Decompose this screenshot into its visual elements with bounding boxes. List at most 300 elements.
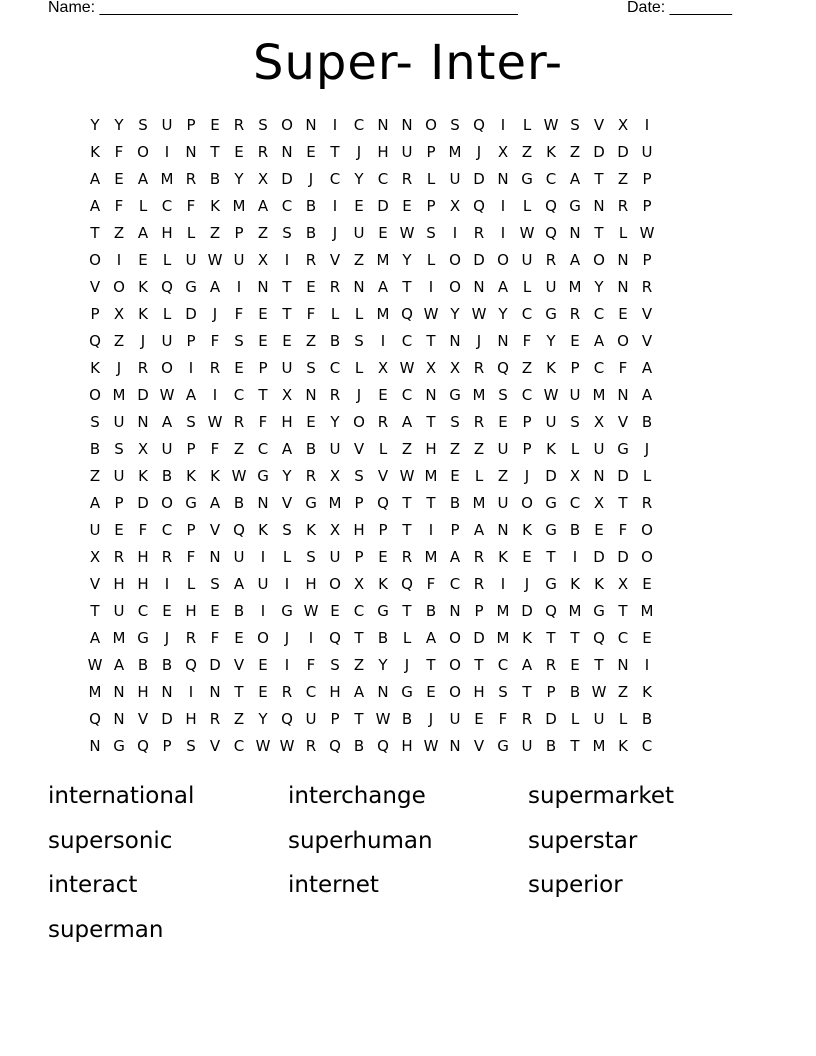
grid-cell: E (354, 197, 364, 215)
grid-cell: Q (89, 710, 101, 728)
grid-cell: T (426, 332, 436, 350)
grid-cell: B (401, 710, 413, 728)
grid-row (83, 193, 743, 220)
grid-cell: S (330, 656, 340, 674)
grid-cell: E (138, 251, 148, 269)
grid-cell: S (354, 467, 364, 485)
grid-cell: D (521, 602, 533, 620)
grid-cell: A (137, 224, 149, 242)
grid-cell: E (426, 683, 436, 701)
grid-cell: Y (402, 251, 412, 269)
grid-cell: O (161, 359, 173, 377)
grid-cell: C (593, 359, 605, 377)
grid-cell: D (137, 494, 149, 512)
grid-cell: P (642, 170, 652, 188)
grid-cell: G (185, 278, 197, 296)
grid-cell: P (546, 683, 556, 701)
grid-cell: J (332, 224, 338, 242)
grid-cell: O (641, 521, 653, 539)
grid-cell: J (524, 467, 530, 485)
grid-cell: A (185, 386, 197, 404)
grid-cell: Q (281, 710, 293, 728)
date-field: Date: _______ (627, 0, 732, 16)
grid-cell: L (354, 305, 364, 323)
grid-cell: P (378, 521, 388, 539)
grid-cell: F (114, 197, 124, 215)
grid-cell: L (162, 251, 172, 269)
grid-cell: F (186, 548, 196, 566)
grid-cell: T (402, 602, 412, 620)
grid-cell: U (497, 494, 509, 512)
grid-cell: B (569, 521, 581, 539)
grid-cell: K (258, 521, 268, 539)
grid-cell: F (498, 710, 508, 728)
grid-cell: I (500, 575, 506, 593)
grid-cell: T (594, 170, 604, 188)
grid-cell: G (545, 305, 557, 323)
grid-row (83, 571, 743, 598)
grid-cell: R (257, 143, 269, 161)
grid-cell: T (234, 683, 244, 701)
grid-cell: A (425, 629, 437, 647)
grid-cell: A (641, 359, 653, 377)
grid-cell: I (260, 548, 266, 566)
grid-cell: P (354, 548, 364, 566)
grid-cell: W (471, 305, 487, 323)
grid-cell: K (378, 575, 388, 593)
grid-cell: Q (377, 494, 389, 512)
grid-cell: T (570, 629, 580, 647)
grid-cell: V (617, 413, 629, 431)
grid-cell: E (570, 332, 580, 350)
grid-cell: B (305, 224, 317, 242)
grid-cell: D (185, 305, 197, 323)
grid-cell: Q (185, 656, 197, 674)
grid-cell: A (257, 197, 269, 215)
grid-cell: N (377, 683, 389, 701)
grid-cell: X (449, 197, 461, 215)
grid-row (83, 301, 743, 328)
grid-cell: U (545, 278, 557, 296)
grid-cell: G (545, 575, 557, 593)
grid-cell: N (209, 683, 221, 701)
grid-cell: T (618, 494, 628, 512)
grid-cell: H (113, 575, 125, 593)
grid-cell: G (545, 494, 557, 512)
grid-cell: K (138, 467, 148, 485)
grid-cell: A (401, 413, 413, 431)
grid-cell: L (282, 548, 292, 566)
grid-cell: E (210, 116, 220, 134)
grid-cell: A (113, 656, 125, 674)
grid-cell: I (332, 116, 338, 134)
grid-cell: H (161, 224, 173, 242)
grid-cell: V (281, 494, 293, 512)
grid-cell: E (258, 305, 268, 323)
grid-cell: Y (90, 116, 100, 134)
grid-cell: R (545, 656, 557, 674)
grid-cell: K (210, 197, 220, 215)
grid-cell: J (524, 575, 530, 593)
grid-cell: A (209, 494, 221, 512)
grid-cell: W (519, 224, 535, 242)
grid-cell: E (570, 656, 580, 674)
grid-cell: B (641, 413, 653, 431)
grid-cell: F (210, 440, 220, 458)
grid-cell: Z (521, 359, 533, 377)
grid-cell: A (89, 170, 101, 188)
word-row (48, 914, 768, 959)
grid-cell: R (233, 413, 245, 431)
grid-cell: S (498, 386, 508, 404)
grid-cell: M (376, 251, 390, 269)
grid-cell: L (186, 575, 196, 593)
grid-cell: Z (233, 710, 245, 728)
grid-cell: K (186, 467, 196, 485)
grid-cell: I (164, 575, 170, 593)
grid-row (83, 382, 743, 409)
grid-cell: E (378, 224, 388, 242)
grid-cell: R (185, 170, 197, 188)
word-list-item: international (48, 783, 195, 809)
grid-cell: S (138, 116, 148, 134)
grid-cell: H (185, 602, 197, 620)
grid-row (83, 625, 743, 652)
grid-cell: C (257, 440, 269, 458)
grid-cell: T (258, 386, 268, 404)
grid-cell: N (281, 143, 293, 161)
grid-cell: X (593, 494, 605, 512)
grid-cell: M (568, 278, 582, 296)
grid-cell: X (425, 359, 437, 377)
grid-cell: R (305, 737, 317, 755)
grid-cell: N (617, 386, 629, 404)
grid-cell: L (426, 251, 436, 269)
grid-cell: N (377, 116, 389, 134)
grid-cell: U (281, 359, 293, 377)
grid-cell: B (449, 494, 461, 512)
grid-cell: O (281, 116, 293, 134)
grid-cell: A (593, 332, 605, 350)
grid-cell: T (426, 413, 436, 431)
grid-cell: U (521, 737, 533, 755)
grid-cell: R (473, 575, 485, 593)
grid-cell: G (617, 440, 629, 458)
grid-cell: N (401, 116, 413, 134)
grid-cell: H (137, 683, 149, 701)
grid-cell: B (353, 737, 365, 755)
grid-cell: R (233, 116, 245, 134)
grid-cell: C (497, 656, 509, 674)
grid-cell: K (522, 521, 532, 539)
grid-cell: E (378, 548, 388, 566)
grid-cell: O (449, 683, 461, 701)
grid-cell: R (473, 359, 485, 377)
grid-row (83, 544, 743, 571)
grid-row (83, 490, 743, 517)
word-row (48, 825, 768, 870)
grid-cell: T (354, 710, 364, 728)
grid-cell: N (593, 467, 605, 485)
grid-cell: D (545, 710, 557, 728)
grid-cell: A (569, 251, 581, 269)
grid-row (83, 220, 743, 247)
grid-cell: J (404, 656, 410, 674)
grid-cell: R (113, 548, 125, 566)
grid-cell: J (116, 359, 122, 377)
grid-cell: B (305, 197, 317, 215)
grid-cell: Z (353, 251, 365, 269)
grid-cell: I (116, 251, 122, 269)
grid-cell: B (545, 737, 557, 755)
grid-cell: D (161, 710, 173, 728)
name-field: Name: _______________________________________________ (48, 0, 518, 16)
grid-cell: U (305, 710, 317, 728)
word-list-item: interact (48, 872, 138, 898)
grid-cell: U (89, 521, 101, 539)
grid-cell: Q (545, 602, 557, 620)
grid-cell: P (426, 197, 436, 215)
grid-cell: X (257, 170, 269, 188)
grid-cell: I (500, 197, 506, 215)
grid-cell: E (642, 629, 652, 647)
grid-cell: E (210, 602, 220, 620)
grid-cell: P (450, 521, 460, 539)
grid-cell: S (306, 548, 316, 566)
grid-cell: Y (330, 413, 340, 431)
grid-cell: S (114, 440, 124, 458)
grid-cell: K (306, 521, 316, 539)
grid-cell: D (473, 170, 485, 188)
grid-cell: W (399, 224, 415, 242)
grid-cell: C (233, 737, 245, 755)
grid-cell: Z (209, 224, 221, 242)
grid-cell: S (186, 413, 196, 431)
grid-cell: Z (473, 440, 485, 458)
grid-cell: I (164, 143, 170, 161)
grid-cell: I (284, 251, 290, 269)
header (0, 0, 816, 20)
grid-cell: L (642, 467, 652, 485)
grid-cell: Q (473, 197, 485, 215)
grid-cell: R (137, 359, 149, 377)
grid-cell: S (90, 413, 100, 431)
grid-cell: J (164, 629, 170, 647)
grid-cell: E (642, 575, 652, 593)
grid-cell: J (308, 170, 314, 188)
grid-row (83, 733, 743, 760)
grid-cell: U (593, 440, 605, 458)
grid-cell: I (380, 332, 386, 350)
grid-cell: I (236, 278, 242, 296)
grid-cell: U (113, 413, 125, 431)
grid-cell: P (354, 494, 364, 512)
word-list-item: interchange (288, 783, 426, 809)
grid-cell: R (161, 548, 173, 566)
grid-cell: P (234, 224, 244, 242)
grid-cell: E (402, 197, 412, 215)
grid-cell: U (569, 386, 581, 404)
grid-cell: D (617, 467, 629, 485)
grid-cell: N (449, 332, 461, 350)
grid-cell: Z (353, 656, 365, 674)
grid-row (83, 112, 743, 139)
grid-cell: R (305, 251, 317, 269)
word-row (48, 780, 768, 825)
grid-cell: L (138, 197, 148, 215)
grid-cell: I (308, 629, 314, 647)
grid-cell: T (282, 278, 292, 296)
grid-cell: B (161, 656, 173, 674)
grid-cell: B (641, 710, 653, 728)
grid-cell: M (376, 305, 390, 323)
grid-cell: C (161, 521, 173, 539)
grid-cell: O (89, 386, 101, 404)
grid-cell: V (137, 710, 149, 728)
grid-cell: V (233, 656, 245, 674)
grid-cell: C (377, 170, 389, 188)
grid-cell: F (258, 413, 268, 431)
grid-cell: R (617, 197, 629, 215)
grid-cell: X (593, 413, 605, 431)
grid-cell: Z (449, 440, 461, 458)
grid-cell: F (618, 521, 628, 539)
grid-cell: A (209, 278, 221, 296)
grid-cell: K (642, 683, 652, 701)
grid-cell: T (282, 305, 292, 323)
grid-cell: A (449, 548, 461, 566)
grid-cell: Q (545, 197, 557, 215)
grid-cell: E (306, 143, 316, 161)
grid-cell: V (353, 440, 365, 458)
grid-cell: M (568, 602, 582, 620)
grid-cell: P (186, 116, 196, 134)
grid-cell: N (185, 143, 197, 161)
grid-cell: A (473, 521, 485, 539)
word-list-item: superior (528, 872, 623, 898)
grid-cell: G (521, 170, 533, 188)
grid-cell: R (545, 251, 557, 269)
grid-cell: S (234, 332, 244, 350)
grid-row (83, 247, 743, 274)
grid-cell: G (569, 197, 581, 215)
grid-cell: K (90, 359, 100, 377)
grid-cell: R (329, 386, 341, 404)
word-list-item: superman (48, 916, 164, 943)
grid-cell: Q (545, 224, 557, 242)
grid-cell: I (452, 224, 458, 242)
grid-cell: P (186, 332, 196, 350)
grid-cell: T (402, 494, 412, 512)
grid-cell: W (255, 737, 271, 755)
grid-cell: J (356, 143, 362, 161)
grid-cell: E (306, 278, 316, 296)
grid-cell: W (279, 737, 295, 755)
grid-cell: B (425, 602, 437, 620)
grid-cell: S (570, 413, 580, 431)
grid-cell: R (209, 710, 221, 728)
grid-cell: C (281, 197, 293, 215)
grid-cell: B (161, 467, 173, 485)
grid-cell: O (329, 575, 341, 593)
grid-cell: I (500, 116, 506, 134)
grid-cell: D (545, 467, 557, 485)
grid-cell: L (570, 440, 580, 458)
grid-cell: U (353, 224, 365, 242)
grid-cell: S (210, 575, 220, 593)
grid-cell: N (617, 251, 629, 269)
grid-cell: H (425, 440, 437, 458)
grid-cell: B (89, 440, 101, 458)
grid-cell: K (546, 359, 556, 377)
grid-cell: F (618, 359, 628, 377)
grid-cell: V (209, 521, 221, 539)
grid-cell: U (497, 440, 509, 458)
grid-cell: J (356, 386, 362, 404)
grid-cell: O (137, 143, 149, 161)
grid-cell: Q (329, 629, 341, 647)
grid-cell: F (210, 332, 220, 350)
grid-cell: A (569, 170, 581, 188)
grid-cell: L (618, 224, 628, 242)
grid-cell: R (473, 224, 485, 242)
grid-cell: L (426, 170, 436, 188)
grid-cell: S (282, 224, 292, 242)
grid-cell: G (257, 467, 269, 485)
grid-cell: G (401, 683, 413, 701)
grid-cell: N (137, 413, 149, 431)
grid-cell: M (640, 602, 654, 620)
grid-cell: G (593, 602, 605, 620)
grid-cell: S (450, 116, 460, 134)
grid-cell: A (89, 629, 101, 647)
grid-cell: R (185, 629, 197, 647)
grid-cell: S (306, 359, 316, 377)
grid-cell: V (209, 737, 221, 755)
grid-cell: R (329, 278, 341, 296)
grid-cell: G (185, 494, 197, 512)
grid-cell: K (618, 737, 628, 755)
grid-cell: P (330, 710, 340, 728)
grid-cell: L (402, 629, 412, 647)
grid-row (83, 409, 743, 436)
grid-cell: H (401, 737, 413, 755)
grid-cell: U (401, 143, 413, 161)
grid-cell: U (449, 170, 461, 188)
grid-cell: R (473, 413, 485, 431)
grid-cell: C (329, 170, 341, 188)
grid-cell: C (401, 386, 413, 404)
grid-cell: P (162, 737, 172, 755)
grid-cell: E (258, 332, 268, 350)
grid-cell: E (234, 143, 244, 161)
grid-cell: H (137, 575, 149, 593)
grid-cell: I (332, 197, 338, 215)
grid-cell: S (570, 116, 580, 134)
grid-cell: X (329, 521, 341, 539)
grid-cell: N (209, 548, 221, 566)
grid-cell: X (113, 305, 125, 323)
grid-cell: H (473, 683, 485, 701)
grid-cell: C (569, 494, 581, 512)
grid-cell: F (426, 575, 436, 593)
grid-cell: C (545, 170, 557, 188)
grid-cell: N (113, 710, 125, 728)
grid-cell: T (90, 602, 100, 620)
grid-cell: P (90, 305, 100, 323)
grid-cell: E (282, 332, 292, 350)
word-list-item: supermarket (528, 783, 674, 809)
